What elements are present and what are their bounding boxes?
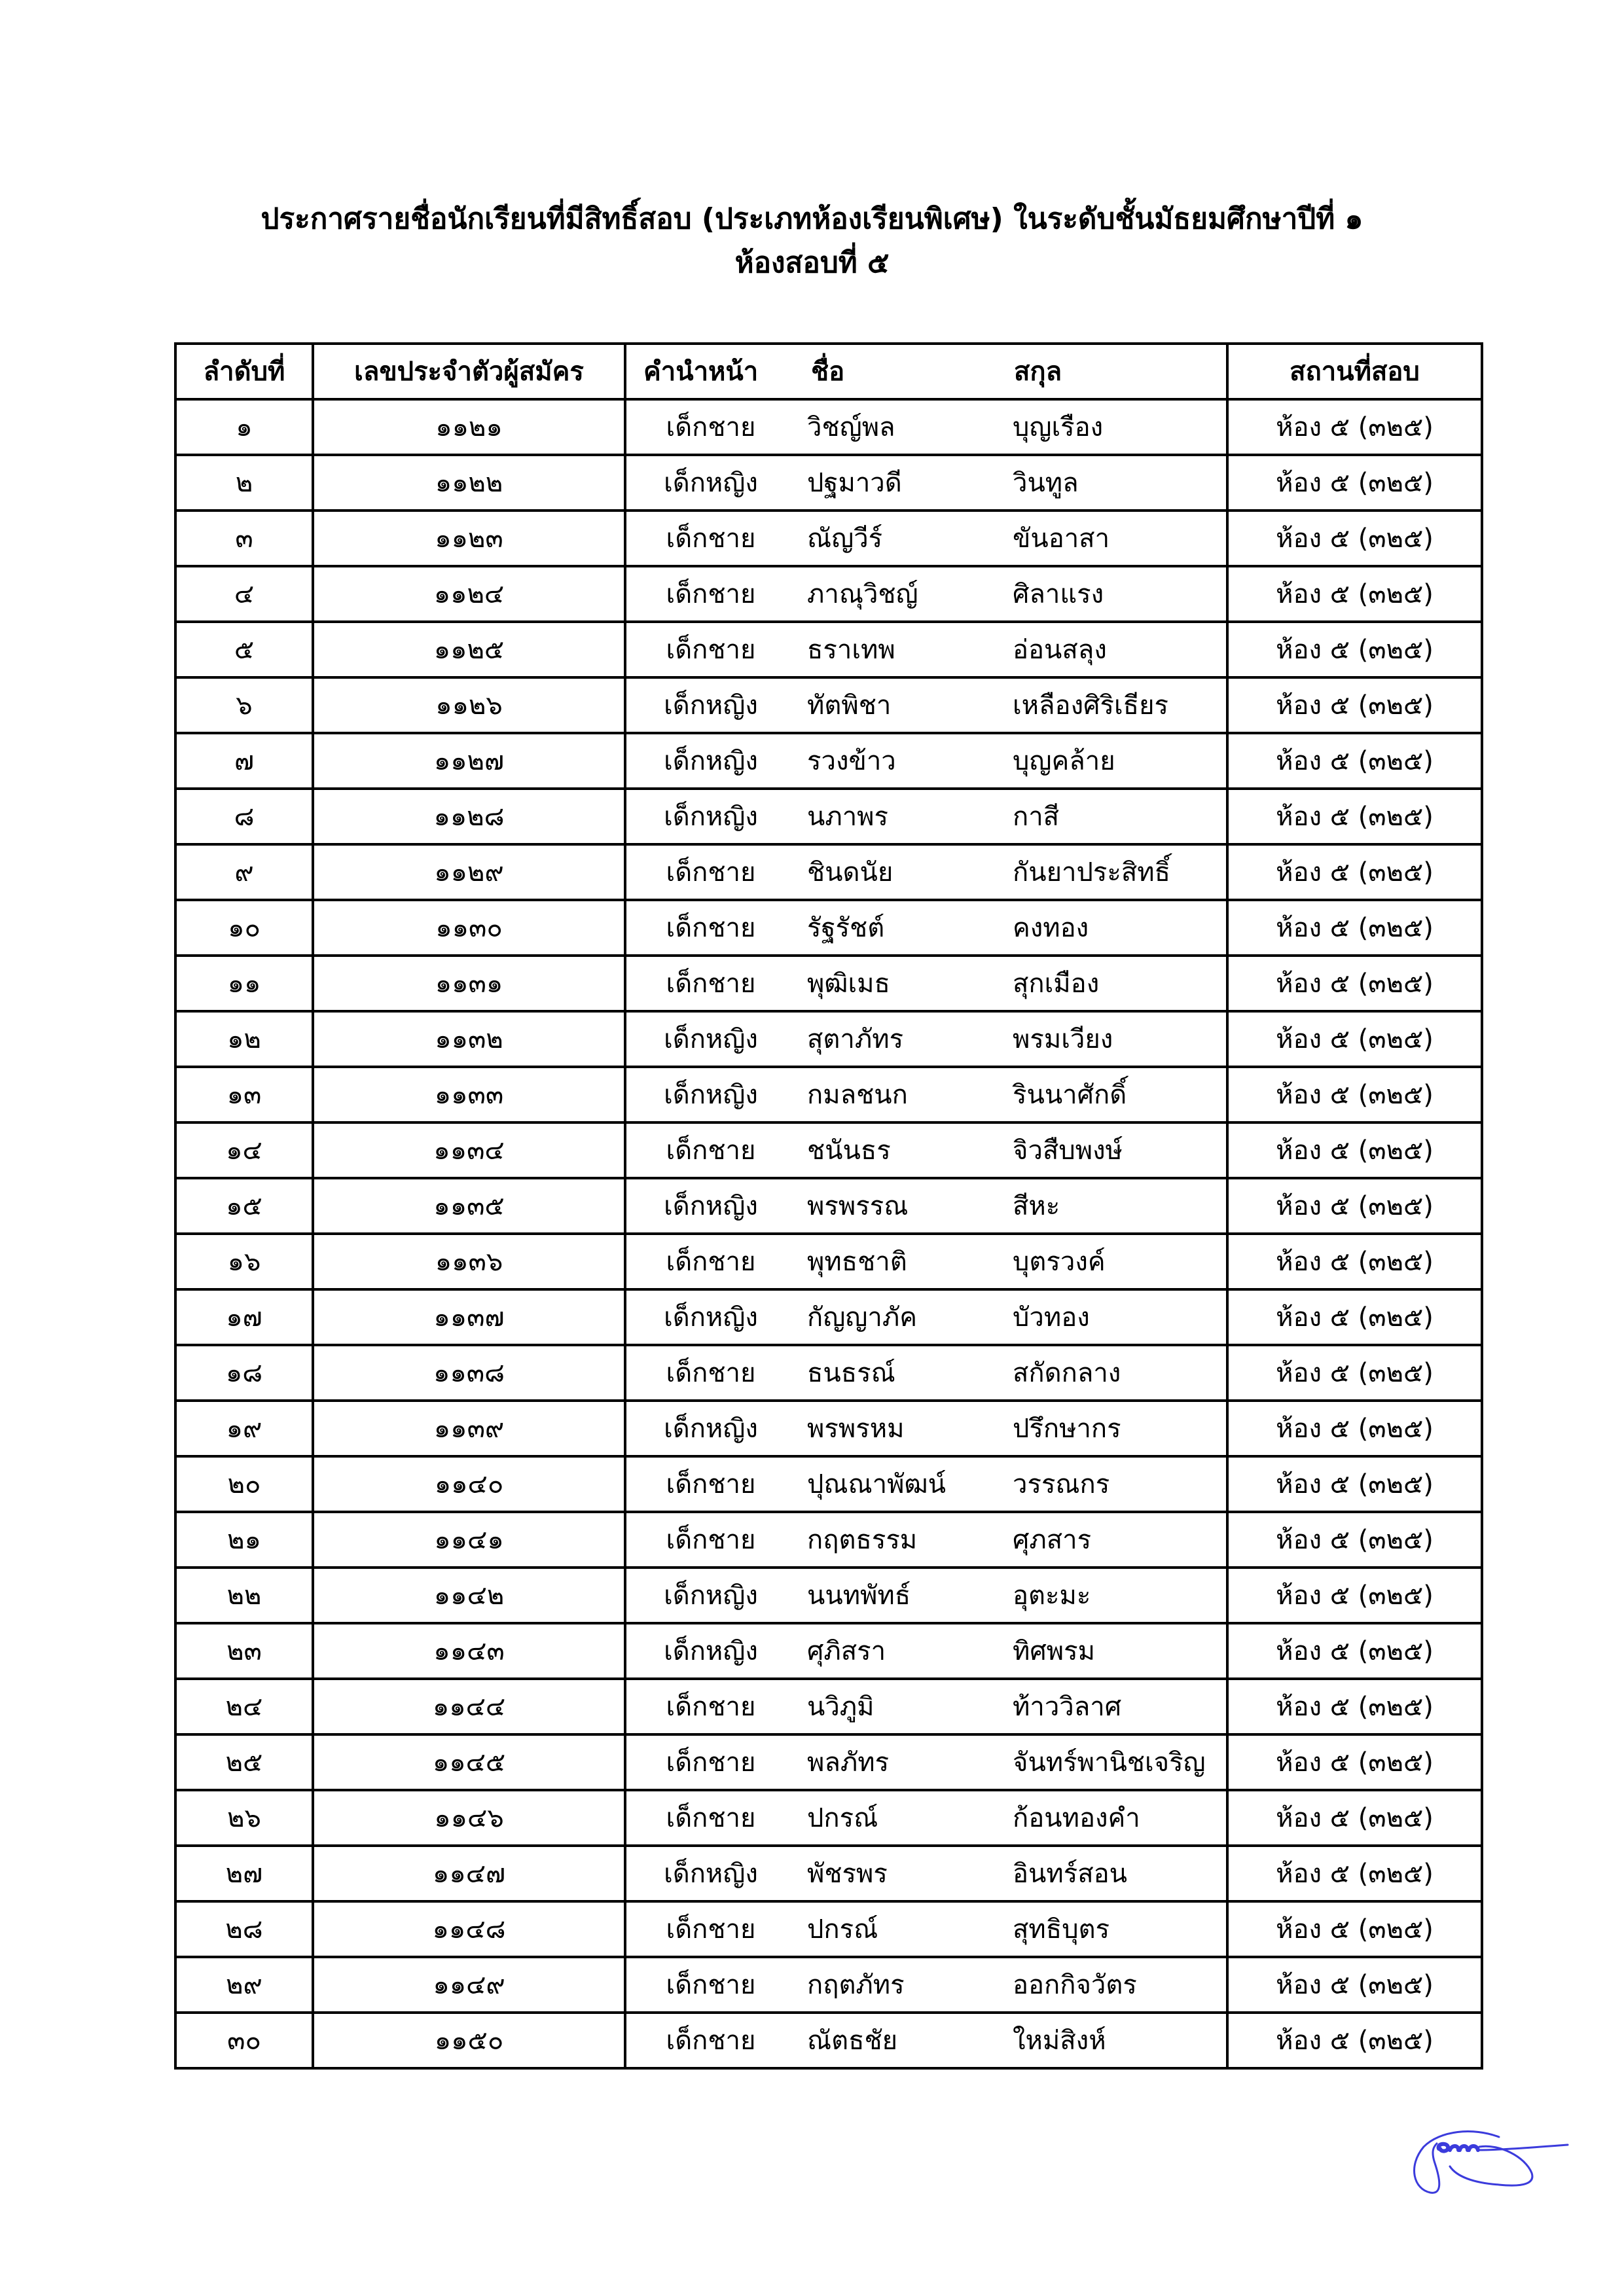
cell-first-name: ธราเทพ: [807, 634, 895, 665]
cell-prefix: เด็กชาย: [666, 1969, 756, 2000]
cell-applicant-id: ๑๑๓๒: [313, 1011, 625, 1067]
cell-applicant-id: ๑๑๓๔: [313, 1122, 625, 1178]
cell-seq: ๑๖: [175, 1234, 313, 1289]
cell-last-name: อ่อนสลุง: [1013, 634, 1107, 665]
cell-seq: ๒: [175, 455, 313, 511]
cell-seq: ๘: [175, 789, 313, 844]
cell-exam-venue: ห้อง ๕ (๓๒๕): [1227, 1067, 1482, 1122]
table-row: [175, 1122, 1482, 1178]
cell-seq: ๒๑: [175, 1512, 313, 1568]
announcement-title: ประกาศรายชื่อนักเรียนที่มีสิทธิ์สอบ (ประเภทห้องเรียนพิเศษ) ในระดับชั้นมัธยมศึกษาปีที่ ๑: [261, 202, 1363, 236]
table-row: [175, 900, 1482, 956]
cell-prefix: เด็กหญิง: [664, 690, 758, 721]
table-header-row: [175, 344, 1482, 399]
cell-exam-venue: ห้อง ๕ (๓๒๕): [1227, 1957, 1482, 2013]
cell-last-name: สกัดกลาง: [1013, 1357, 1121, 1388]
cell-exam-venue: ห้อง ๕ (๓๒๕): [1227, 1178, 1482, 1234]
cell-last-name: บุญเรือง: [1013, 412, 1104, 442]
cell-name-group: [625, 1568, 1227, 1623]
cell-prefix: เด็กชาย: [666, 1691, 756, 1722]
student-roster-table: [174, 342, 1483, 2070]
cell-applicant-id: ๑๑๒๑: [313, 399, 625, 455]
table-row: [175, 1957, 1482, 2013]
cell-seq: ๑๓: [175, 1067, 313, 1122]
cell-applicant-id: ๑๑๔๑: [313, 1512, 625, 1568]
cell-prefix: เด็กหญิง: [664, 1413, 758, 1444]
cell-applicant-id: ๑๑๒๗: [313, 733, 625, 789]
cell-exam-venue: ห้อง ๕ (๓๒๕): [1227, 1568, 1482, 1623]
cell-applicant-id: ๑๑๔๖: [313, 1790, 625, 1846]
cell-name-group: [625, 789, 1227, 844]
cell-seq: ๑๘: [175, 1345, 313, 1401]
cell-exam-venue: ห้อง ๕ (๓๒๕): [1227, 1401, 1482, 1456]
cell-seq: ๓๐: [175, 2013, 313, 2068]
cell-first-name: ธนธรณ์: [807, 1357, 895, 1388]
cell-last-name: กันยาประสิทธิ์: [1013, 857, 1171, 888]
table-row: [175, 1289, 1482, 1345]
cell-prefix: เด็กหญิง: [664, 801, 758, 832]
cell-prefix: เด็กชาย: [666, 857, 756, 888]
cell-seq: ๙: [175, 844, 313, 900]
cell-applicant-id: ๑๑๒๕: [313, 622, 625, 677]
table-row: [175, 1623, 1482, 1679]
cell-prefix: เด็กหญิง: [664, 467, 758, 498]
cell-exam-venue: ห้อง ๕ (๓๒๕): [1227, 1512, 1482, 1568]
cell-prefix: เด็กชาย: [666, 2025, 756, 2056]
header-exam-venue: สถานที่สอบ: [1227, 344, 1482, 399]
cell-seq: ๓: [175, 511, 313, 566]
cell-seq: ๒๒: [175, 1568, 313, 1623]
cell-prefix: เด็กชาย: [666, 1246, 756, 1277]
table-row: [175, 1456, 1482, 1512]
cell-exam-venue: ห้อง ๕ (๓๒๕): [1227, 1846, 1482, 1901]
cell-last-name: อุตะมะ: [1013, 1580, 1091, 1611]
cell-first-name: ณัญวีร์: [807, 523, 883, 554]
cell-seq: ๒๖: [175, 1790, 313, 1846]
signature: [1401, 2111, 1571, 2202]
header-seq: ลำดับที่: [175, 344, 313, 399]
cell-prefix: เด็กชาย: [666, 412, 756, 442]
cell-seq: ๑๙: [175, 1401, 313, 1456]
table-row: [175, 1234, 1482, 1289]
cell-prefix: เด็กชาย: [666, 1469, 756, 1499]
cell-prefix: เด็กชาย: [666, 1135, 756, 1166]
cell-prefix: เด็กชาย: [666, 1524, 756, 1555]
cell-applicant-id: ๑๑๒๖: [313, 677, 625, 733]
cell-applicant-id: ๑๑๔๒: [313, 1568, 625, 1623]
cell-last-name: วินทูล: [1013, 467, 1079, 498]
cell-last-name: เหลืองศิริเธียร: [1013, 690, 1168, 721]
cell-last-name: อินทร์สอน: [1013, 1858, 1127, 1889]
table-row: [175, 1178, 1482, 1234]
cell-first-name: กฤตธรรม: [807, 1524, 918, 1555]
cell-seq: ๑๑: [175, 956, 313, 1011]
cell-applicant-id: ๑๑๓๑: [313, 956, 625, 1011]
cell-seq: ๔: [175, 566, 313, 622]
cell-applicant-id: ๑๑๒๔: [313, 566, 625, 622]
cell-last-name: ปรึกษากร: [1013, 1413, 1121, 1444]
cell-last-name: บุญคล้าย: [1013, 745, 1115, 776]
cell-last-name: สุกเมือง: [1013, 968, 1100, 999]
cell-last-name: ขันอาสา: [1013, 523, 1110, 554]
cell-name-group: [625, 1289, 1227, 1345]
cell-exam-venue: ห้อง ๕ (๓๒๕): [1227, 733, 1482, 789]
cell-first-name: ปกรณ์: [807, 1803, 878, 1833]
cell-first-name: นภาพร: [807, 801, 889, 832]
cell-last-name: ศิลาแรง: [1013, 579, 1104, 609]
table-row: [175, 399, 1482, 455]
cell-last-name: คงทอง: [1013, 912, 1089, 943]
cell-applicant-id: ๑๑๕๐: [313, 2013, 625, 2068]
cell-first-name: ชนันธร: [807, 1135, 891, 1166]
cell-applicant-id: ๑๑๔๔: [313, 1679, 625, 1734]
cell-applicant-id: ๑๑๔๕: [313, 1734, 625, 1790]
table-row: [175, 511, 1482, 566]
cell-exam-venue: ห้อง ๕ (๓๒๕): [1227, 1122, 1482, 1178]
cell-exam-venue: ห้อง ๕ (๓๒๕): [1227, 1623, 1482, 1679]
table-row: [175, 1734, 1482, 1790]
cell-first-name: ทัตพิชา: [807, 690, 892, 721]
cell-prefix: เด็กชาย: [666, 1357, 756, 1388]
cell-seq: ๒๐: [175, 1456, 313, 1512]
cell-exam-venue: ห้อง ๕ (๓๒๕): [1227, 1734, 1482, 1790]
cell-exam-venue: ห้อง ๕ (๓๒๕): [1227, 1790, 1482, 1846]
cell-exam-venue: ห้อง ๕ (๓๒๕): [1227, 956, 1482, 1011]
cell-exam-venue: ห้อง ๕ (๓๒๕): [1227, 455, 1482, 511]
cell-last-name: จันทร์พานิชเจริญ: [1013, 1747, 1206, 1778]
cell-prefix: เด็กหญิง: [664, 1024, 758, 1054]
cell-last-name: บัวทอง: [1013, 1302, 1090, 1333]
cell-name-group: [625, 1512, 1227, 1568]
cell-applicant-id: ๑๑๓๕: [313, 1178, 625, 1234]
cell-first-name: ณัตธชัย: [807, 2025, 898, 2056]
cell-name-group: [625, 455, 1227, 511]
cell-prefix: เด็กหญิง: [664, 1191, 758, 1221]
cell-seq: ๑๗: [175, 1289, 313, 1345]
cell-first-name: นนทพัทธ์: [807, 1580, 911, 1611]
cell-prefix: เด็กหญิง: [664, 1636, 758, 1666]
cell-name-group: [625, 1401, 1227, 1456]
cell-first-name: ชินดนัย: [807, 857, 893, 888]
cell-last-name: จิวสืบพงษ์: [1013, 1135, 1123, 1166]
signature-letters: [1439, 2144, 1478, 2151]
cell-first-name: วิชญ์พล: [807, 412, 895, 442]
cell-last-name: พรมเวียง: [1013, 1024, 1113, 1054]
cell-applicant-id: ๑๑๔๐: [313, 1456, 625, 1512]
cell-exam-venue: ห้อง ๕ (๓๒๕): [1227, 1679, 1482, 1734]
cell-name-group: [625, 1790, 1227, 1846]
table-row: [175, 1345, 1482, 1401]
cell-first-name: พุทธชาติ: [807, 1246, 907, 1277]
cell-name-group: [625, 399, 1227, 455]
table-body: [175, 399, 1482, 2068]
table-row: [175, 677, 1482, 733]
cell-last-name: ก้อนทองคำ: [1013, 1803, 1140, 1833]
cell-name-group: [625, 1901, 1227, 1957]
cell-first-name: ภาณุวิชญ์: [807, 579, 918, 609]
cell-last-name: สีหะ: [1013, 1191, 1060, 1221]
cell-name-group: [625, 956, 1227, 1011]
cell-last-name: รินนาศักดิ์: [1013, 1079, 1127, 1110]
table-row: [175, 956, 1482, 1011]
cell-last-name: ศุภสาร: [1013, 1524, 1092, 1555]
table-row: [175, 1067, 1482, 1122]
cell-last-name: ท้าววิลาศ: [1013, 1691, 1122, 1722]
cell-first-name: พลภัทร: [807, 1747, 890, 1778]
header-applicant-id: เลขประจำตัวผู้สมัคร: [313, 344, 625, 399]
cell-last-name: สุทธิบุตร: [1013, 1914, 1110, 1945]
header-prefix: คำนำหน้า: [643, 356, 759, 387]
cell-seq: ๒๔: [175, 1679, 313, 1734]
header-last-name: สกุล: [1014, 356, 1062, 387]
cell-prefix: เด็กชาย: [666, 523, 756, 554]
cell-name-group: [625, 1234, 1227, 1289]
cell-exam-venue: ห้อง ๕ (๓๒๕): [1227, 1234, 1482, 1289]
cell-exam-venue: ห้อง ๕ (๓๒๕): [1227, 677, 1482, 733]
cell-name-group: [625, 1456, 1227, 1512]
cell-prefix: เด็กชาย: [666, 1914, 756, 1945]
cell-applicant-id: ๑๑๔๓: [313, 1623, 625, 1679]
cell-applicant-id: ๑๑๓๗: [313, 1289, 625, 1345]
cell-name-group: [625, 2013, 1227, 2068]
table-row: [175, 1401, 1482, 1456]
cell-name-group: [625, 844, 1227, 900]
table-row: [175, 733, 1482, 789]
cell-name-group: [625, 1178, 1227, 1234]
cell-applicant-id: ๑๑๒๒: [313, 455, 625, 511]
cell-prefix: เด็กชาย: [666, 1803, 756, 1833]
cell-first-name: รวงข้าว: [807, 745, 896, 776]
cell-prefix: เด็กหญิง: [664, 1580, 758, 1611]
header-name-group: [625, 344, 1227, 399]
table-row: [175, 1790, 1482, 1846]
cell-name-group: [625, 900, 1227, 956]
cell-first-name: รัฐรัชต์: [807, 912, 885, 943]
cell-exam-venue: ห้อง ๕ (๓๒๕): [1227, 1901, 1482, 1957]
cell-name-group: [625, 733, 1227, 789]
cell-first-name: ศุภิสรา: [807, 1636, 886, 1666]
cell-last-name: วรรณกร: [1013, 1469, 1110, 1499]
cell-name-group: [625, 1345, 1227, 1401]
cell-exam-venue: ห้อง ๕ (๓๒๕): [1227, 1456, 1482, 1512]
cell-exam-venue: ห้อง ๕ (๓๒๕): [1227, 844, 1482, 900]
table-row: [175, 455, 1482, 511]
cell-name-group: [625, 511, 1227, 566]
cell-first-name: ปุณณาพัฒน์: [807, 1469, 946, 1499]
cell-prefix: เด็กหญิง: [664, 745, 758, 776]
cell-first-name: พรพรรณ: [807, 1191, 909, 1221]
cell-applicant-id: ๑๑๓๓: [313, 1067, 625, 1122]
cell-exam-venue: ห้อง ๕ (๓๒๕): [1227, 1011, 1482, 1067]
cell-seq: ๒๕: [175, 1734, 313, 1790]
cell-applicant-id: ๑๑๓๘: [313, 1345, 625, 1401]
cell-prefix: เด็กชาย: [666, 968, 756, 999]
cell-prefix: เด็กหญิง: [664, 1302, 758, 1333]
cell-name-group: [625, 1846, 1227, 1901]
table-row: [175, 1512, 1482, 1568]
cell-first-name: พัชรพร: [807, 1858, 888, 1889]
cell-applicant-id: ๑๑๔๙: [313, 1957, 625, 2013]
cell-first-name: กฤตภัทร: [807, 1969, 905, 2000]
cell-seq: ๑๔: [175, 1122, 313, 1178]
exam-room-subtitle: ห้องสอบที่ ๕: [734, 246, 890, 279]
cell-applicant-id: ๑๑๓๐: [313, 900, 625, 956]
cell-name-group: [625, 1679, 1227, 1734]
cell-last-name: ออกกิจวัตร: [1013, 1969, 1137, 2000]
cell-last-name: ใหม่สิงห์: [1013, 2025, 1106, 2056]
cell-name-group: [625, 1067, 1227, 1122]
cell-name-group: [625, 622, 1227, 677]
table-row: [175, 789, 1482, 844]
cell-applicant-id: ๑๑๓๖: [313, 1234, 625, 1289]
cell-seq: ๑๕: [175, 1178, 313, 1234]
table-row: [175, 622, 1482, 677]
cell-first-name: สุตาภัทร: [807, 1024, 904, 1054]
header-first-name: ชื่อ: [811, 356, 845, 387]
cell-exam-venue: ห้อง ๕ (๓๒๕): [1227, 1345, 1482, 1401]
cell-applicant-id: ๑๑๓๙: [313, 1401, 625, 1456]
cell-seq: ๑๐: [175, 900, 313, 956]
table-row: [175, 1846, 1482, 1901]
cell-first-name: พรพรหม: [807, 1413, 905, 1444]
signature-loop: [1450, 2146, 1532, 2185]
cell-prefix: เด็กชาย: [666, 912, 756, 943]
cell-prefix: เด็กชาย: [666, 1747, 756, 1778]
cell-name-group: [625, 1011, 1227, 1067]
cell-exam-venue: ห้อง ๕ (๓๒๕): [1227, 789, 1482, 844]
cell-name-group: [625, 1734, 1227, 1790]
cell-name-group: [625, 1623, 1227, 1679]
cell-name-group: [625, 677, 1227, 733]
cell-last-name: ทิศพรม: [1013, 1636, 1095, 1666]
cell-prefix: เด็กหญิง: [664, 1079, 758, 1110]
cell-applicant-id: ๑๑๒๙: [313, 844, 625, 900]
cell-seq: ๒๓: [175, 1623, 313, 1679]
cell-exam-venue: ห้อง ๕ (๓๒๕): [1227, 399, 1482, 455]
cell-seq: ๒๘: [175, 1901, 313, 1957]
cell-first-name: กัญญาภัค: [807, 1302, 917, 1333]
cell-first-name: พุฒิเมธ: [807, 968, 890, 999]
cell-first-name: นวิภูมิ: [807, 1691, 875, 1722]
cell-seq: ๑: [175, 399, 313, 455]
cell-prefix: เด็กชาย: [666, 579, 756, 609]
cell-seq: ๑๒: [175, 1011, 313, 1067]
cell-applicant-id: ๑๑๒๓: [313, 511, 625, 566]
cell-last-name: กาสี: [1013, 801, 1060, 832]
table-row: [175, 2013, 1482, 2068]
cell-seq: ๒๙: [175, 1957, 313, 2013]
cell-prefix: เด็กชาย: [666, 634, 756, 665]
cell-last-name: บุตรวงค์: [1013, 1246, 1106, 1277]
cell-seq: ๖: [175, 677, 313, 733]
cell-applicant-id: ๑๑๔๘: [313, 1901, 625, 1957]
table-row: [175, 844, 1482, 900]
cell-first-name: กมลชนก: [807, 1079, 908, 1110]
cell-prefix: เด็กหญิง: [664, 1858, 758, 1889]
cell-first-name: ปกรณ์: [807, 1914, 878, 1945]
cell-name-group: [625, 1957, 1227, 2013]
table-row: [175, 1011, 1482, 1067]
table-row: [175, 1901, 1482, 1957]
table-row: [175, 1679, 1482, 1734]
cell-applicant-id: ๑๑๔๗: [313, 1846, 625, 1901]
cell-exam-venue: ห้อง ๕ (๓๒๕): [1227, 511, 1482, 566]
cell-seq: ๕: [175, 622, 313, 677]
table-row: [175, 566, 1482, 622]
cell-name-group: [625, 566, 1227, 622]
table-row: [175, 1568, 1482, 1623]
cell-exam-venue: ห้อง ๕ (๓๒๕): [1227, 566, 1482, 622]
cell-exam-venue: ห้อง ๕ (๓๒๕): [1227, 622, 1482, 677]
cell-applicant-id: ๑๑๒๘: [313, 789, 625, 844]
cell-seq: ๒๗: [175, 1846, 313, 1901]
cell-exam-venue: ห้อง ๕ (๓๒๕): [1227, 2013, 1482, 2068]
cell-seq: ๗: [175, 733, 313, 789]
cell-first-name: ปฐมาวดี: [807, 467, 902, 498]
cell-exam-venue: ห้อง ๕ (๓๒๕): [1227, 1289, 1482, 1345]
cell-exam-venue: ห้อง ๕ (๓๒๕): [1227, 900, 1482, 956]
cell-name-group: [625, 1122, 1227, 1178]
